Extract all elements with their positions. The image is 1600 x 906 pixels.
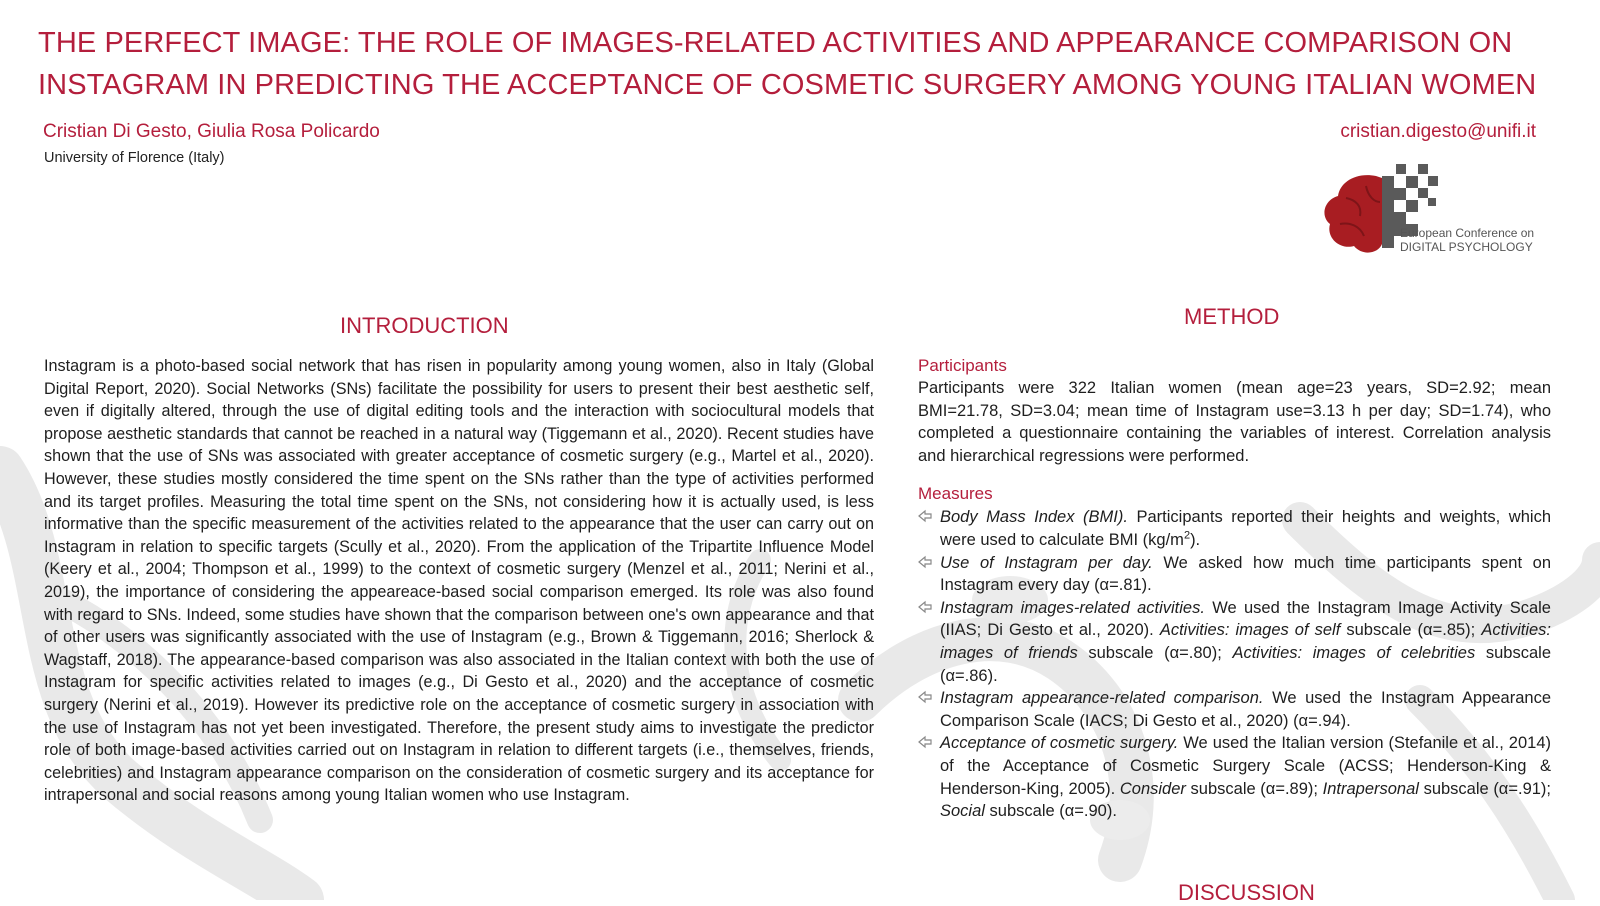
- measure-item-bmi: [918, 506, 1551, 551]
- measure-label: Acceptance of cosmetic surgery.: [940, 734, 1179, 753]
- measures-heading: Measures: [918, 484, 993, 504]
- pointer-bullet-icon: [918, 509, 933, 523]
- pointer-bullet-icon: [918, 600, 933, 614]
- logo-wordmark: [1400, 226, 1534, 254]
- pointer-bullet-icon: [918, 735, 933, 749]
- authors: Cristian Di Gesto, Giulia Rosa Policardo: [43, 121, 380, 142]
- measure-superscript: 2: [1183, 529, 1191, 542]
- measure-item-image-activities: [918, 597, 1551, 687]
- pointer-bullet-icon: [918, 690, 933, 704]
- subscale-name: Activities: images of celebrities: [1232, 643, 1476, 662]
- subscale-text: subscale (α=.85);: [1340, 621, 1482, 640]
- method-column: [918, 356, 1551, 823]
- measure-text: We asked how much time participants spent on Instagram every day (α=.81).: [940, 553, 1551, 595]
- subscale-text: subscale (α=.91);: [1418, 779, 1552, 798]
- logo-line-2: DIGITAL PSYCHOLOGY: [1400, 240, 1533, 254]
- subscale-name: Activities: images of friends: [940, 621, 1551, 662]
- measure-item-instagram-use: [918, 552, 1551, 597]
- subscale-name: Intrapersonal: [1322, 779, 1419, 798]
- measure-text: Participants reported their heights and weights, which were used to calculate BMI (kg/m: [940, 508, 1551, 549]
- author-email: cristian.digesto@unifi.it: [1340, 121, 1536, 142]
- discussion-heading: DISCUSSION: [1178, 880, 1315, 905]
- measure-text: We used the Italian version (Stefanile et al., 2014) of the Acceptance of Cosmetic Surgery Scale (ACSS; Henderson-King & Henderson-King, 2005).: [940, 734, 1551, 798]
- pointer-bullet-icon: [918, 555, 933, 569]
- subscale-text: subscale (α=.89);: [1185, 779, 1323, 798]
- measure-label: Use of Instagram per day.: [940, 553, 1153, 572]
- subscale-text: subscale (α=.86).: [940, 643, 1551, 685]
- introduction-heading: INTRODUCTION: [340, 313, 509, 338]
- measure-tail: ).: [1190, 530, 1201, 549]
- measure-label: Body Mass Index (BMI).: [940, 508, 1128, 527]
- participants-body: Participants were 322 Italian women (mean age=23 years, SD=2.92; mean BMI=21.78, SD=3.04; mean time of Instagram use=3.13 h per day; SD=1.74), who completed a questionnaire containing the variables of interest. Correlation analysis and hierarchical regressions were performed.: [918, 379, 1551, 465]
- method-heading: METHOD: [1184, 304, 1280, 329]
- participants-heading: Participants: [918, 356, 1007, 375]
- title-line-1: THE PERFECT IMAGE: THE ROLE OF IMAGES-RELATED ACTIVITIES AND APPEARANCE COMPARISON ON: [38, 27, 1513, 59]
- introduction-body: Instagram is a photo-based social network that has risen in popularity among young women, also in Italy (Global Digital Report, 2020). Social Networks (SNs) facilitate the possibility for users to present their best aesthetic self, even if digitally altered, through the use of digital editing tools and the interaction with sociocultural models that propose aesthetic standards that cannot be reached in a natural way (Tiggemann et al., 2020). Recent studies have shown that the use of SNs was associated with greater acceptance of cosmetic surgery (e.g., Martel et al., 2020). However, these studies mostly considered the time spent on the SNs rather than the type of activities performed and its target profiles. Measuring the total time spent on the SNs, not considering how it is actually used, is less informative than the specific measurement of the activities related to the appearance that the user can carry out on Instagram in relation to specific targets (Scully et al., 2020). From the application of the Tripartite Influence Model (Keery et al., 2004; Thompson et al., 1999) to the context of cosmetic surgery (Menzel et al., 2011; Nerini et al., 2019), the importance of considering the appeareace-based social comparison emerged. Its role was also found with regard to SNs. Indeed, some studies have shown that the comparison between one's own appearance and that of other users was significantly associated with the use of Instagram (e.g., Brown & Tiggemann, 2016; Sherlock & Wagstaff, 2018). The appearance-based comparison was also associated in the Italian context with both the use of Instagram for specific activities related to images (e.g., Di Gesto et al., 2020) and the acceptance of cosmetic surgery (Nerini et al., 2019). However its predictive role on the acceptance of cosmetic surgery in association with the use of Instagram has not yet been investigated. Therefore, the present study aims to investigate the predictor role of both image-based activities carried out on Instagram in relation to different targets (i.e., themselves, friends, celebrities) and Instagram appearance comparison on the consideration of cosmetic surgery and its acceptance for intrapersonal and social reasons among young Italian women who use Instagram.: [44, 357, 874, 805]
- measures-list: [918, 506, 1551, 822]
- poster-title: [38, 22, 1568, 106]
- subscale-text: subscale (α=.90).: [984, 802, 1117, 821]
- logo-line-1: European Conference on: [1400, 226, 1535, 240]
- measure-label: Instagram appearance-related comparison.: [940, 689, 1264, 708]
- measure-item-appearance-comparison: [918, 687, 1551, 732]
- affiliation: University of Florence (Italy): [44, 150, 225, 166]
- subscale-name: Consider: [1119, 779, 1186, 798]
- measure-text: We used the Instagram Image Activity Scale (IIAS; Di Gesto et al., 2020).: [940, 598, 1551, 640]
- subscale-name: Social: [940, 802, 985, 821]
- title-line-2: INSTAGRAM IN PREDICTING THE ACCEPTANCE OF COSMETIC SURGERY AMONG YOUNG ITALIAN WOMEN: [38, 69, 1537, 101]
- subscale-text: subscale (α=.80);: [1077, 643, 1233, 662]
- measure-item-cosmetic-surgery: [918, 732, 1551, 822]
- measure-label: Instagram images-related activities.: [940, 598, 1205, 617]
- measure-text: We used the Instagram Appearance Comparison Scale (IACS; Di Gesto et al., 2020) (α=.94).: [940, 689, 1551, 730]
- subscale-name: Activities: images of self: [1159, 621, 1341, 640]
